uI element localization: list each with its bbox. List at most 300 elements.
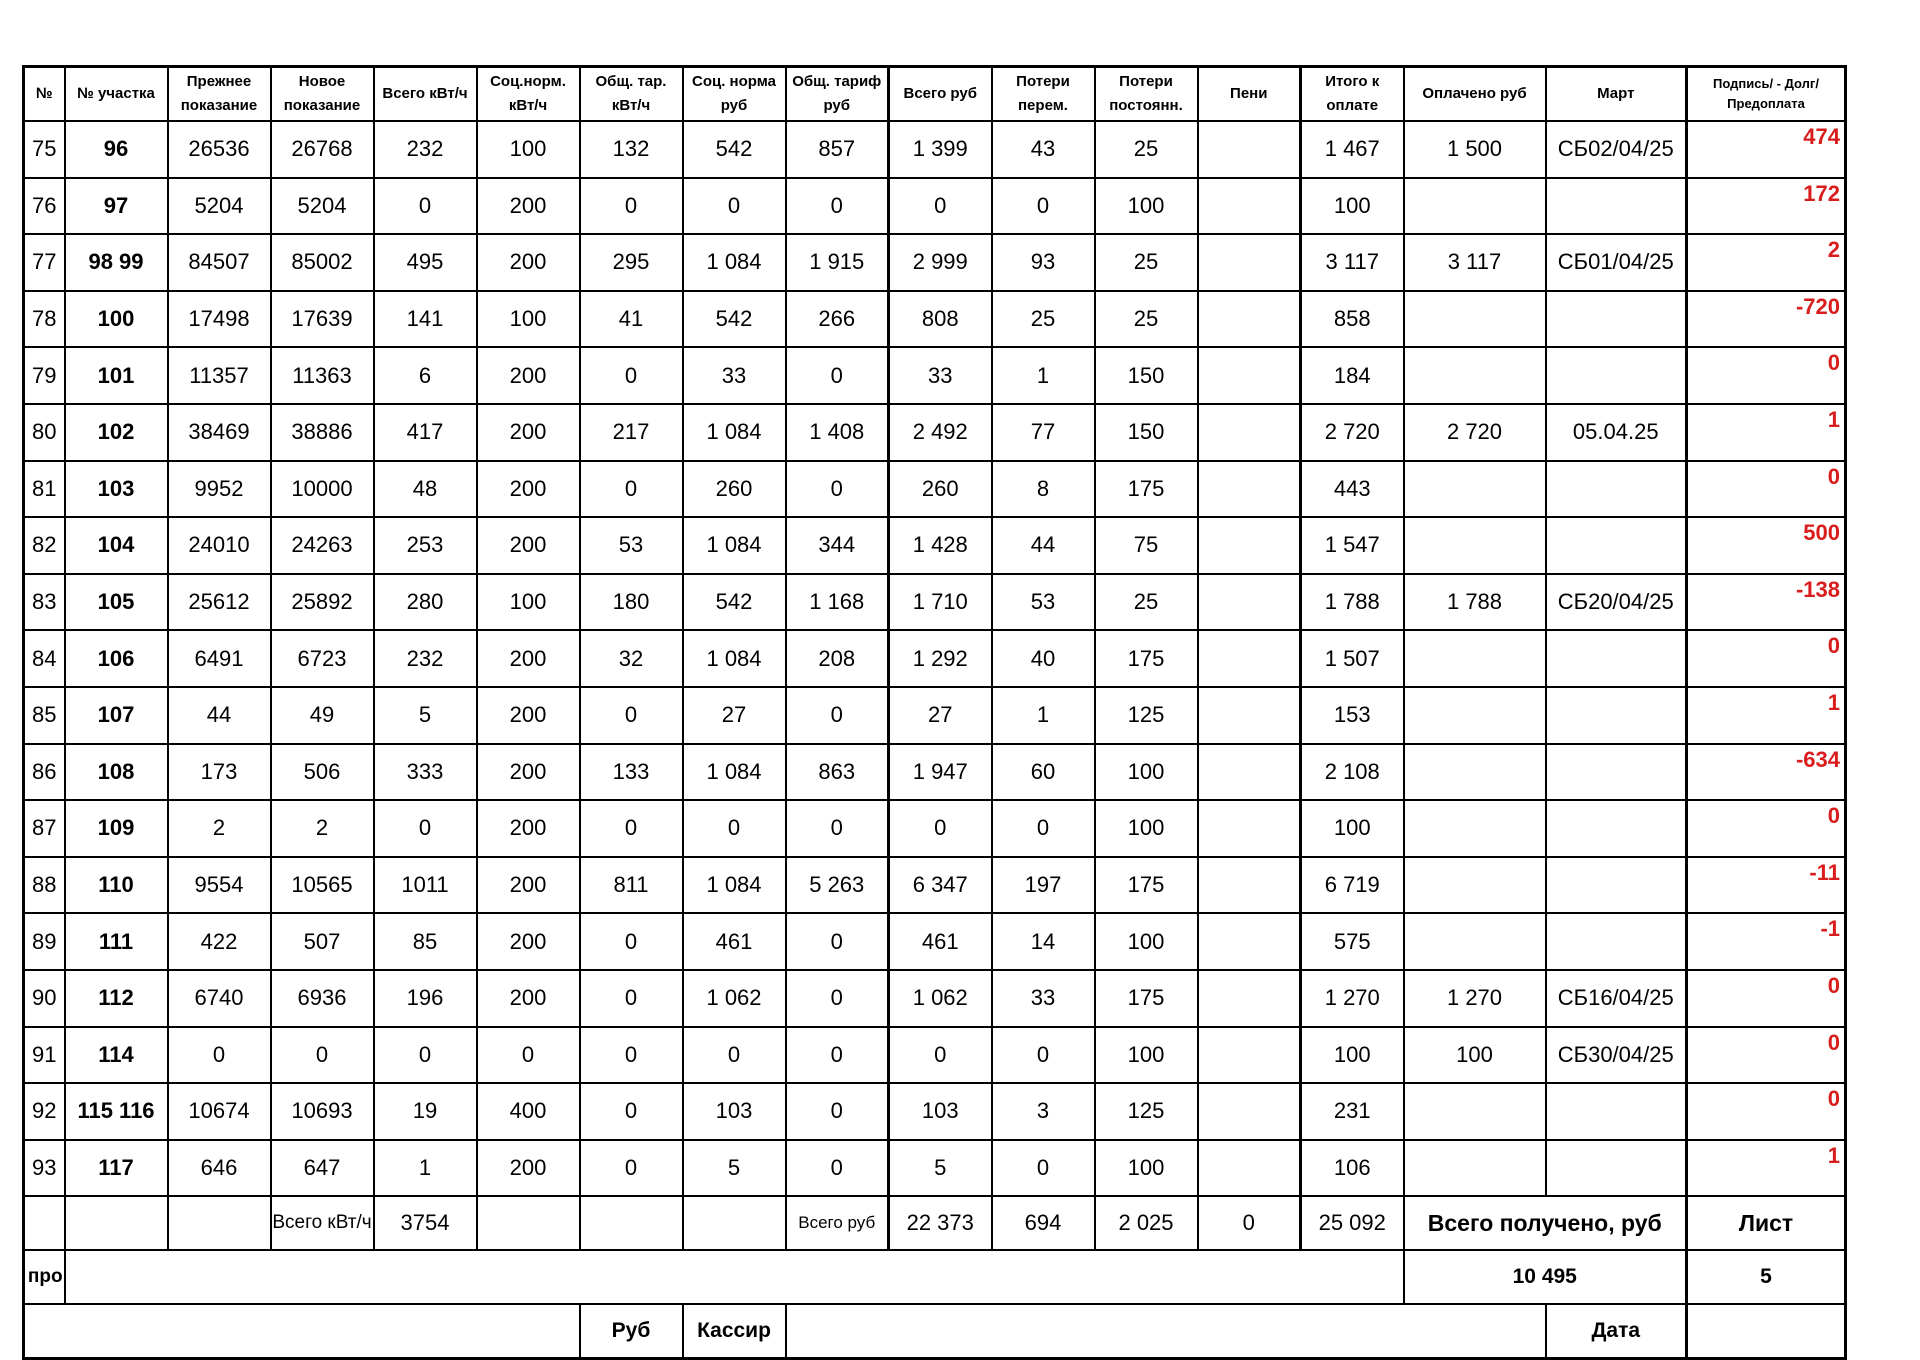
loss-constant-cell: 100 xyxy=(1095,800,1198,857)
paid-rub-cell xyxy=(1404,347,1546,404)
loss-variable-cell: 0 xyxy=(992,1140,1095,1197)
new-reading-cell: 25892 xyxy=(271,574,374,631)
rub-label: Руб xyxy=(580,1304,683,1359)
social-norm-kwh-cell: 200 xyxy=(477,178,580,235)
cashier-signature-field xyxy=(786,1304,1546,1359)
social-norm-kwh-cell: 400 xyxy=(477,1083,580,1140)
social-norm-rub-cell: 1 084 xyxy=(683,404,786,461)
previous-reading-cell: 84507 xyxy=(168,234,271,291)
received-label: Всего получено, руб xyxy=(1404,1196,1687,1250)
total-kwh-cell: 417 xyxy=(374,404,477,461)
loss-constant-cell: 25 xyxy=(1095,234,1198,291)
table-row xyxy=(24,404,1846,461)
new-reading-cell: 506 xyxy=(271,744,374,801)
new-reading-cell: 49 xyxy=(271,687,374,744)
debt-prepayment-cell: 172 xyxy=(1687,178,1846,235)
loss-constant-cell: 175 xyxy=(1095,461,1198,518)
paid-rub-cell xyxy=(1404,1083,1546,1140)
to-pay-cell: 2 720 xyxy=(1301,404,1404,461)
to-pay-cell: 1 788 xyxy=(1301,574,1404,631)
social-norm-rub-cell: 33 xyxy=(683,347,786,404)
general-tariff-kwh-cell: 217 xyxy=(580,404,683,461)
loss-variable-cell: 0 xyxy=(992,178,1095,235)
plot-number-cell: 117 xyxy=(65,1140,168,1197)
loss-variable-cell: 93 xyxy=(992,234,1095,291)
paid-rub-cell xyxy=(1404,291,1546,348)
header-cell: Соц. норма руб xyxy=(683,67,786,122)
march-note-cell xyxy=(1546,347,1687,404)
loss-constant-cell: 175 xyxy=(1095,630,1198,687)
general-tariff-rub-cell: 0 xyxy=(786,461,889,518)
general-tariff-rub-cell: 208 xyxy=(786,630,889,687)
paid-rub-cell xyxy=(1404,744,1546,801)
paid-rub-cell: 2 720 xyxy=(1404,404,1546,461)
general-tariff-kwh-cell: 0 xyxy=(580,913,683,970)
paid-rub-cell xyxy=(1404,857,1546,914)
general-tariff-kwh-cell: 132 xyxy=(580,121,683,178)
social-norm-rub-cell: 461 xyxy=(683,913,786,970)
new-reading-cell: 10693 xyxy=(271,1083,374,1140)
row-number-cell: 78 xyxy=(24,291,65,348)
march-note-cell: СБ30/04/25 xyxy=(1546,1027,1687,1084)
general-tariff-kwh-cell: 180 xyxy=(580,574,683,631)
debt-prepayment-cell: 0 xyxy=(1687,1027,1846,1084)
social-norm-kwh-cell: 100 xyxy=(477,291,580,348)
plot-number-cell: 96 xyxy=(65,121,168,178)
row-number-cell: 90 xyxy=(24,970,65,1027)
loss-variable-cell: 1 xyxy=(992,687,1095,744)
header-cell: Соц.норм. кВт/ч xyxy=(477,67,580,122)
social-norm-kwh-cell: 200 xyxy=(477,800,580,857)
debt-prepayment-cell: -1 xyxy=(1687,913,1846,970)
social-norm-rub-cell: 1 084 xyxy=(683,630,786,687)
previous-reading-cell: 10674 xyxy=(168,1083,271,1140)
loss-variable-cell: 1 xyxy=(992,347,1095,404)
previous-reading-cell: 173 xyxy=(168,744,271,801)
general-tariff-rub-cell: 0 xyxy=(786,1140,889,1197)
total-rub-cell: 1 710 xyxy=(889,574,992,631)
social-norm-rub-cell: 260 xyxy=(683,461,786,518)
new-reading-cell: 11363 xyxy=(271,347,374,404)
loss-variable-cell: 53 xyxy=(992,574,1095,631)
total-kwh-cell: 0 xyxy=(374,800,477,857)
penalty-cell xyxy=(1198,970,1301,1027)
new-reading-cell: 6936 xyxy=(271,970,374,1027)
penalty-cell xyxy=(1198,121,1301,178)
social-norm-kwh-cell: 200 xyxy=(477,857,580,914)
debt-prepayment-cell: 0 xyxy=(1687,1083,1846,1140)
total-rub-cell: 2 492 xyxy=(889,404,992,461)
loss-variable-cell: 33 xyxy=(992,970,1095,1027)
general-tariff-kwh-cell: 0 xyxy=(580,687,683,744)
header-cell: Прежнее показание xyxy=(168,67,271,122)
march-note-cell xyxy=(1546,800,1687,857)
paid-rub-cell: 1 500 xyxy=(1404,121,1546,178)
paid-rub-cell xyxy=(1404,461,1546,518)
social-norm-kwh-cell: 200 xyxy=(477,1140,580,1197)
loss-variable-cell: 77 xyxy=(992,404,1095,461)
loss-variable-cell: 197 xyxy=(992,857,1095,914)
loss-variable-cell: 14 xyxy=(992,913,1095,970)
paid-rub-cell: 100 xyxy=(1404,1027,1546,1084)
total-rub-cell: 5 xyxy=(889,1140,992,1197)
to-pay-cell: 858 xyxy=(1301,291,1404,348)
march-note-cell xyxy=(1546,744,1687,801)
plot-number-cell: 101 xyxy=(65,347,168,404)
loss-constant-cell: 25 xyxy=(1095,574,1198,631)
table-row xyxy=(24,800,1846,857)
previous-reading-cell: 9952 xyxy=(168,461,271,518)
loss-variable-cell: 40 xyxy=(992,630,1095,687)
total-kwh-cell: 232 xyxy=(374,121,477,178)
total-kwh-cell: 1011 xyxy=(374,857,477,914)
penalty-cell xyxy=(1198,800,1301,857)
total-rub-cell: 1 428 xyxy=(889,517,992,574)
total-kwh-cell: 1 xyxy=(374,1140,477,1197)
sheet-number: 5 xyxy=(1687,1250,1846,1304)
previous-reading-cell: 24010 xyxy=(168,517,271,574)
new-reading-cell: 2 xyxy=(271,800,374,857)
march-note-cell: СБ16/04/25 xyxy=(1546,970,1687,1027)
debt-prepayment-cell: 474 xyxy=(1687,121,1846,178)
loss-constant-cell: 175 xyxy=(1095,857,1198,914)
to-pay-cell: 1 270 xyxy=(1301,970,1404,1027)
paid-rub-cell: 1 788 xyxy=(1404,574,1546,631)
header-cell: Подпись/ - Долг/Предоплата xyxy=(1687,67,1846,122)
social-norm-rub-cell: 1 084 xyxy=(683,234,786,291)
previous-reading-cell: 0 xyxy=(168,1027,271,1084)
general-tariff-kwh-cell: 0 xyxy=(580,1140,683,1197)
table-row xyxy=(24,574,1846,631)
loss-constant-cell: 100 xyxy=(1095,744,1198,801)
general-tariff-kwh-cell: 133 xyxy=(580,744,683,801)
row-number-cell: 77 xyxy=(24,234,65,291)
general-tariff-rub-cell: 1 168 xyxy=(786,574,889,631)
row-number-cell: 89 xyxy=(24,913,65,970)
table-row xyxy=(24,970,1846,1027)
social-norm-rub-cell: 1 084 xyxy=(683,744,786,801)
penalty-cell xyxy=(1198,687,1301,744)
row-number-cell: 85 xyxy=(24,687,65,744)
debt-prepayment-cell: 1 xyxy=(1687,1140,1846,1197)
total-kwh-cell: 253 xyxy=(374,517,477,574)
row-number-cell: 87 xyxy=(24,800,65,857)
row-number-cell: 92 xyxy=(24,1083,65,1140)
row-number-cell: 93 xyxy=(24,1140,65,1197)
general-tariff-rub-cell: 1 915 xyxy=(786,234,889,291)
loss-constant-cell: 150 xyxy=(1095,347,1198,404)
general-tariff-kwh-cell: 32 xyxy=(580,630,683,687)
cashier-label: Кассир xyxy=(683,1304,786,1359)
general-tariff-rub-cell: 0 xyxy=(786,800,889,857)
header-cell: № участка xyxy=(65,67,168,122)
totals-row xyxy=(24,1196,1846,1250)
to-pay-cell: 6 719 xyxy=(1301,857,1404,914)
previous-reading-cell: 11357 xyxy=(168,347,271,404)
to-pay-cell: 100 xyxy=(1301,800,1404,857)
to-pay-cell: 184 xyxy=(1301,347,1404,404)
general-tariff-kwh-cell: 811 xyxy=(580,857,683,914)
row-number-cell: 75 xyxy=(24,121,65,178)
header-cell: Март xyxy=(1546,67,1687,122)
total-rub-cell: 1 292 xyxy=(889,630,992,687)
total-rub-cell: 1 399 xyxy=(889,121,992,178)
penalty-cell xyxy=(1198,461,1301,518)
total-rub-cell: 260 xyxy=(889,461,992,518)
total-kwh: 3754 xyxy=(374,1196,477,1250)
social-norm-kwh-cell: 200 xyxy=(477,234,580,291)
total-kwh-cell: 85 xyxy=(374,913,477,970)
general-tariff-kwh-cell: 0 xyxy=(580,1027,683,1084)
total-rub-cell: 27 xyxy=(889,687,992,744)
general-tariff-kwh-cell: 0 xyxy=(580,178,683,235)
empty-cell xyxy=(65,1196,168,1250)
penalty-cell xyxy=(1198,913,1301,970)
penalty-cell xyxy=(1198,234,1301,291)
penalty-cell xyxy=(1198,347,1301,404)
total-rub-cell: 0 xyxy=(889,800,992,857)
plot-number-cell: 111 xyxy=(65,913,168,970)
loss-variable-cell: 0 xyxy=(992,1027,1095,1084)
plot-number-cell: 106 xyxy=(65,630,168,687)
new-reading-cell: 17639 xyxy=(271,291,374,348)
general-tariff-rub-cell: 266 xyxy=(786,291,889,348)
plot-number-cell: 107 xyxy=(65,687,168,744)
to-pay-cell: 106 xyxy=(1301,1140,1404,1197)
total-rub-cell: 103 xyxy=(889,1083,992,1140)
to-pay-cell: 443 xyxy=(1301,461,1404,518)
debt-prepayment-cell: 500 xyxy=(1687,517,1846,574)
total-rub-cell: 461 xyxy=(889,913,992,970)
total-rub-cell: 2 999 xyxy=(889,234,992,291)
new-reading-cell: 647 xyxy=(271,1140,374,1197)
general-tariff-kwh-cell: 0 xyxy=(580,970,683,1027)
penalty-cell xyxy=(1198,1140,1301,1197)
previous-reading-cell: 17498 xyxy=(168,291,271,348)
table-row xyxy=(24,630,1846,687)
total-rub-cell: 33 xyxy=(889,347,992,404)
total-kwh-cell: 48 xyxy=(374,461,477,518)
row-number-cell: 76 xyxy=(24,178,65,235)
social-norm-kwh-cell: 0 xyxy=(477,1027,580,1084)
new-reading-cell: 38886 xyxy=(271,404,374,461)
total-rub-cell: 1 947 xyxy=(889,744,992,801)
empty-cell xyxy=(580,1196,683,1250)
plot-number-cell: 104 xyxy=(65,517,168,574)
to-pay-cell: 231 xyxy=(1301,1083,1404,1140)
debt-prepayment-cell: 0 xyxy=(1687,800,1846,857)
march-note-cell xyxy=(1546,291,1687,348)
header-cell: Всего руб xyxy=(889,67,992,122)
to-pay-cell: 153 xyxy=(1301,687,1404,744)
general-tariff-rub-cell: 0 xyxy=(786,1083,889,1140)
march-note-cell xyxy=(1546,1083,1687,1140)
row-number-cell: 83 xyxy=(24,574,65,631)
total-kwh-cell: 0 xyxy=(374,1027,477,1084)
loss-constant-cell: 150 xyxy=(1095,404,1198,461)
table-row xyxy=(24,744,1846,801)
total-kwh-cell: 6 xyxy=(374,347,477,404)
social-norm-rub-cell: 1 084 xyxy=(683,857,786,914)
march-note-cell xyxy=(1546,857,1687,914)
table-row xyxy=(24,461,1846,518)
total-kwh-cell: 280 xyxy=(374,574,477,631)
table-row xyxy=(24,517,1846,574)
total-kwh-cell: 19 xyxy=(374,1083,477,1140)
general-tariff-kwh-cell: 0 xyxy=(580,800,683,857)
new-reading-cell: 0 xyxy=(271,1027,374,1084)
loss-variable-cell: 44 xyxy=(992,517,1095,574)
loss-constant-cell: 100 xyxy=(1095,178,1198,235)
plot-number-cell: 103 xyxy=(65,461,168,518)
general-tariff-kwh-cell: 0 xyxy=(580,1083,683,1140)
new-reading-cell: 10000 xyxy=(271,461,374,518)
row-number-cell: 81 xyxy=(24,461,65,518)
total-to-pay: 25 092 xyxy=(1301,1196,1404,1250)
header-cell: № xyxy=(24,67,65,122)
social-norm-rub-cell: 5 xyxy=(683,1140,786,1197)
debt-prepayment-cell: -634 xyxy=(1687,744,1846,801)
to-pay-cell: 1 547 xyxy=(1301,517,1404,574)
social-norm-rub-cell: 103 xyxy=(683,1083,786,1140)
new-reading-cell: 6723 xyxy=(271,630,374,687)
empty-cell xyxy=(168,1196,271,1250)
general-tariff-rub-cell: 857 xyxy=(786,121,889,178)
sheet-label: Лист xyxy=(1687,1196,1846,1250)
total-rub-cell: 0 xyxy=(889,1027,992,1084)
plot-number-cell: 112 xyxy=(65,970,168,1027)
loss-constant-cell: 100 xyxy=(1095,913,1198,970)
new-reading-cell: 5204 xyxy=(271,178,374,235)
empty-cell xyxy=(24,1196,65,1250)
loss-constant-cell: 125 xyxy=(1095,687,1198,744)
previous-reading-cell: 422 xyxy=(168,913,271,970)
row-number-cell: 88 xyxy=(24,857,65,914)
total-kwh-cell: 141 xyxy=(374,291,477,348)
general-tariff-kwh-cell: 0 xyxy=(580,461,683,518)
debt-prepayment-cell: 0 xyxy=(1687,347,1846,404)
penalty-cell xyxy=(1198,404,1301,461)
debt-prepayment-cell: 1 xyxy=(1687,404,1846,461)
row-number-cell: 82 xyxy=(24,517,65,574)
social-norm-kwh-cell: 200 xyxy=(477,347,580,404)
march-note-cell xyxy=(1546,517,1687,574)
penalty-cell xyxy=(1198,744,1301,801)
paid-rub-cell xyxy=(1404,800,1546,857)
previous-reading-cell: 646 xyxy=(168,1140,271,1197)
paid-rub-cell: 1 270 xyxy=(1404,970,1546,1027)
total-rub: 22 373 xyxy=(889,1196,992,1250)
plot-number-cell: 108 xyxy=(65,744,168,801)
payment-sheet-table xyxy=(22,65,1847,1360)
previous-reading-cell: 2 xyxy=(168,800,271,857)
plot-number-cell: 114 xyxy=(65,1027,168,1084)
table-row xyxy=(24,291,1846,348)
social-norm-rub-cell: 542 xyxy=(683,574,786,631)
social-norm-rub-cell: 0 xyxy=(683,178,786,235)
debt-prepayment-cell: -11 xyxy=(1687,857,1846,914)
to-pay-cell: 100 xyxy=(1301,178,1404,235)
general-tariff-kwh-cell: 53 xyxy=(580,517,683,574)
paid-rub-cell: 3 117 xyxy=(1404,234,1546,291)
social-norm-kwh-cell: 100 xyxy=(477,574,580,631)
total-rub-label: Всего руб xyxy=(786,1196,889,1250)
total-rub-cell: 6 347 xyxy=(889,857,992,914)
previous-reading-cell: 38469 xyxy=(168,404,271,461)
to-pay-cell: 3 117 xyxy=(1301,234,1404,291)
general-tariff-rub-cell: 0 xyxy=(786,970,889,1027)
to-pay-cell: 100 xyxy=(1301,1027,1404,1084)
plot-number-cell: 102 xyxy=(65,404,168,461)
total-kwh-cell: 196 xyxy=(374,970,477,1027)
social-norm-kwh-cell: 200 xyxy=(477,913,580,970)
social-norm-rub-cell: 0 xyxy=(683,800,786,857)
total-rub-cell: 0 xyxy=(889,178,992,235)
total-loss-var: 694 xyxy=(992,1196,1095,1250)
new-reading-cell: 85002 xyxy=(271,234,374,291)
loss-constant-cell: 125 xyxy=(1095,1083,1198,1140)
empty-cell xyxy=(477,1196,580,1250)
penalty-cell xyxy=(1198,178,1301,235)
general-tariff-kwh-cell: 41 xyxy=(580,291,683,348)
header-cell: Общ. тариф руб xyxy=(786,67,889,122)
penalty-cell xyxy=(1198,517,1301,574)
march-note-cell xyxy=(1546,913,1687,970)
header-cell: Всего кВт/ч xyxy=(374,67,477,122)
penalty-cell xyxy=(1198,574,1301,631)
march-note-cell xyxy=(1546,178,1687,235)
loss-variable-cell: 60 xyxy=(992,744,1095,801)
plot-number-cell: 115 116 xyxy=(65,1083,168,1140)
social-norm-rub-cell: 0 xyxy=(683,1027,786,1084)
social-norm-rub-cell: 27 xyxy=(683,687,786,744)
paid-rub-cell xyxy=(1404,178,1546,235)
received-row xyxy=(24,1250,1846,1304)
row-number-cell: 80 xyxy=(24,404,65,461)
total-penalty: 0 xyxy=(1198,1196,1301,1250)
row-number-cell: 79 xyxy=(24,347,65,404)
table-row xyxy=(24,347,1846,404)
previous-reading-cell: 25612 xyxy=(168,574,271,631)
signature-row xyxy=(24,1304,1846,1359)
total-rub-cell: 808 xyxy=(889,291,992,348)
march-note-cell: СБ02/04/25 xyxy=(1546,121,1687,178)
empty-cell xyxy=(65,1250,1404,1304)
paid-rub-cell xyxy=(1404,913,1546,970)
loss-constant-cell: 25 xyxy=(1095,121,1198,178)
empty-cell xyxy=(24,1304,580,1359)
total-rub-cell: 1 062 xyxy=(889,970,992,1027)
general-tariff-kwh-cell: 0 xyxy=(580,347,683,404)
total-kwh-cell: 232 xyxy=(374,630,477,687)
plot-number-cell: 100 xyxy=(65,291,168,348)
penalty-cell xyxy=(1198,291,1301,348)
total-kwh-cell: 333 xyxy=(374,744,477,801)
to-pay-cell: 1 467 xyxy=(1301,121,1404,178)
general-tariff-kwh-cell: 295 xyxy=(580,234,683,291)
march-note-cell: СБ20/04/25 xyxy=(1546,574,1687,631)
general-tariff-rub-cell: 0 xyxy=(786,1027,889,1084)
general-tariff-rub-cell: 1 408 xyxy=(786,404,889,461)
plot-number-cell: 98 99 xyxy=(65,234,168,291)
general-tariff-rub-cell: 5 263 xyxy=(786,857,889,914)
plot-number-cell: 97 xyxy=(65,178,168,235)
header-cell: Оплачено руб xyxy=(1404,67,1546,122)
loss-variable-cell: 43 xyxy=(992,121,1095,178)
previous-reading-cell: 6491 xyxy=(168,630,271,687)
to-pay-cell: 575 xyxy=(1301,913,1404,970)
table-row xyxy=(24,1140,1846,1197)
